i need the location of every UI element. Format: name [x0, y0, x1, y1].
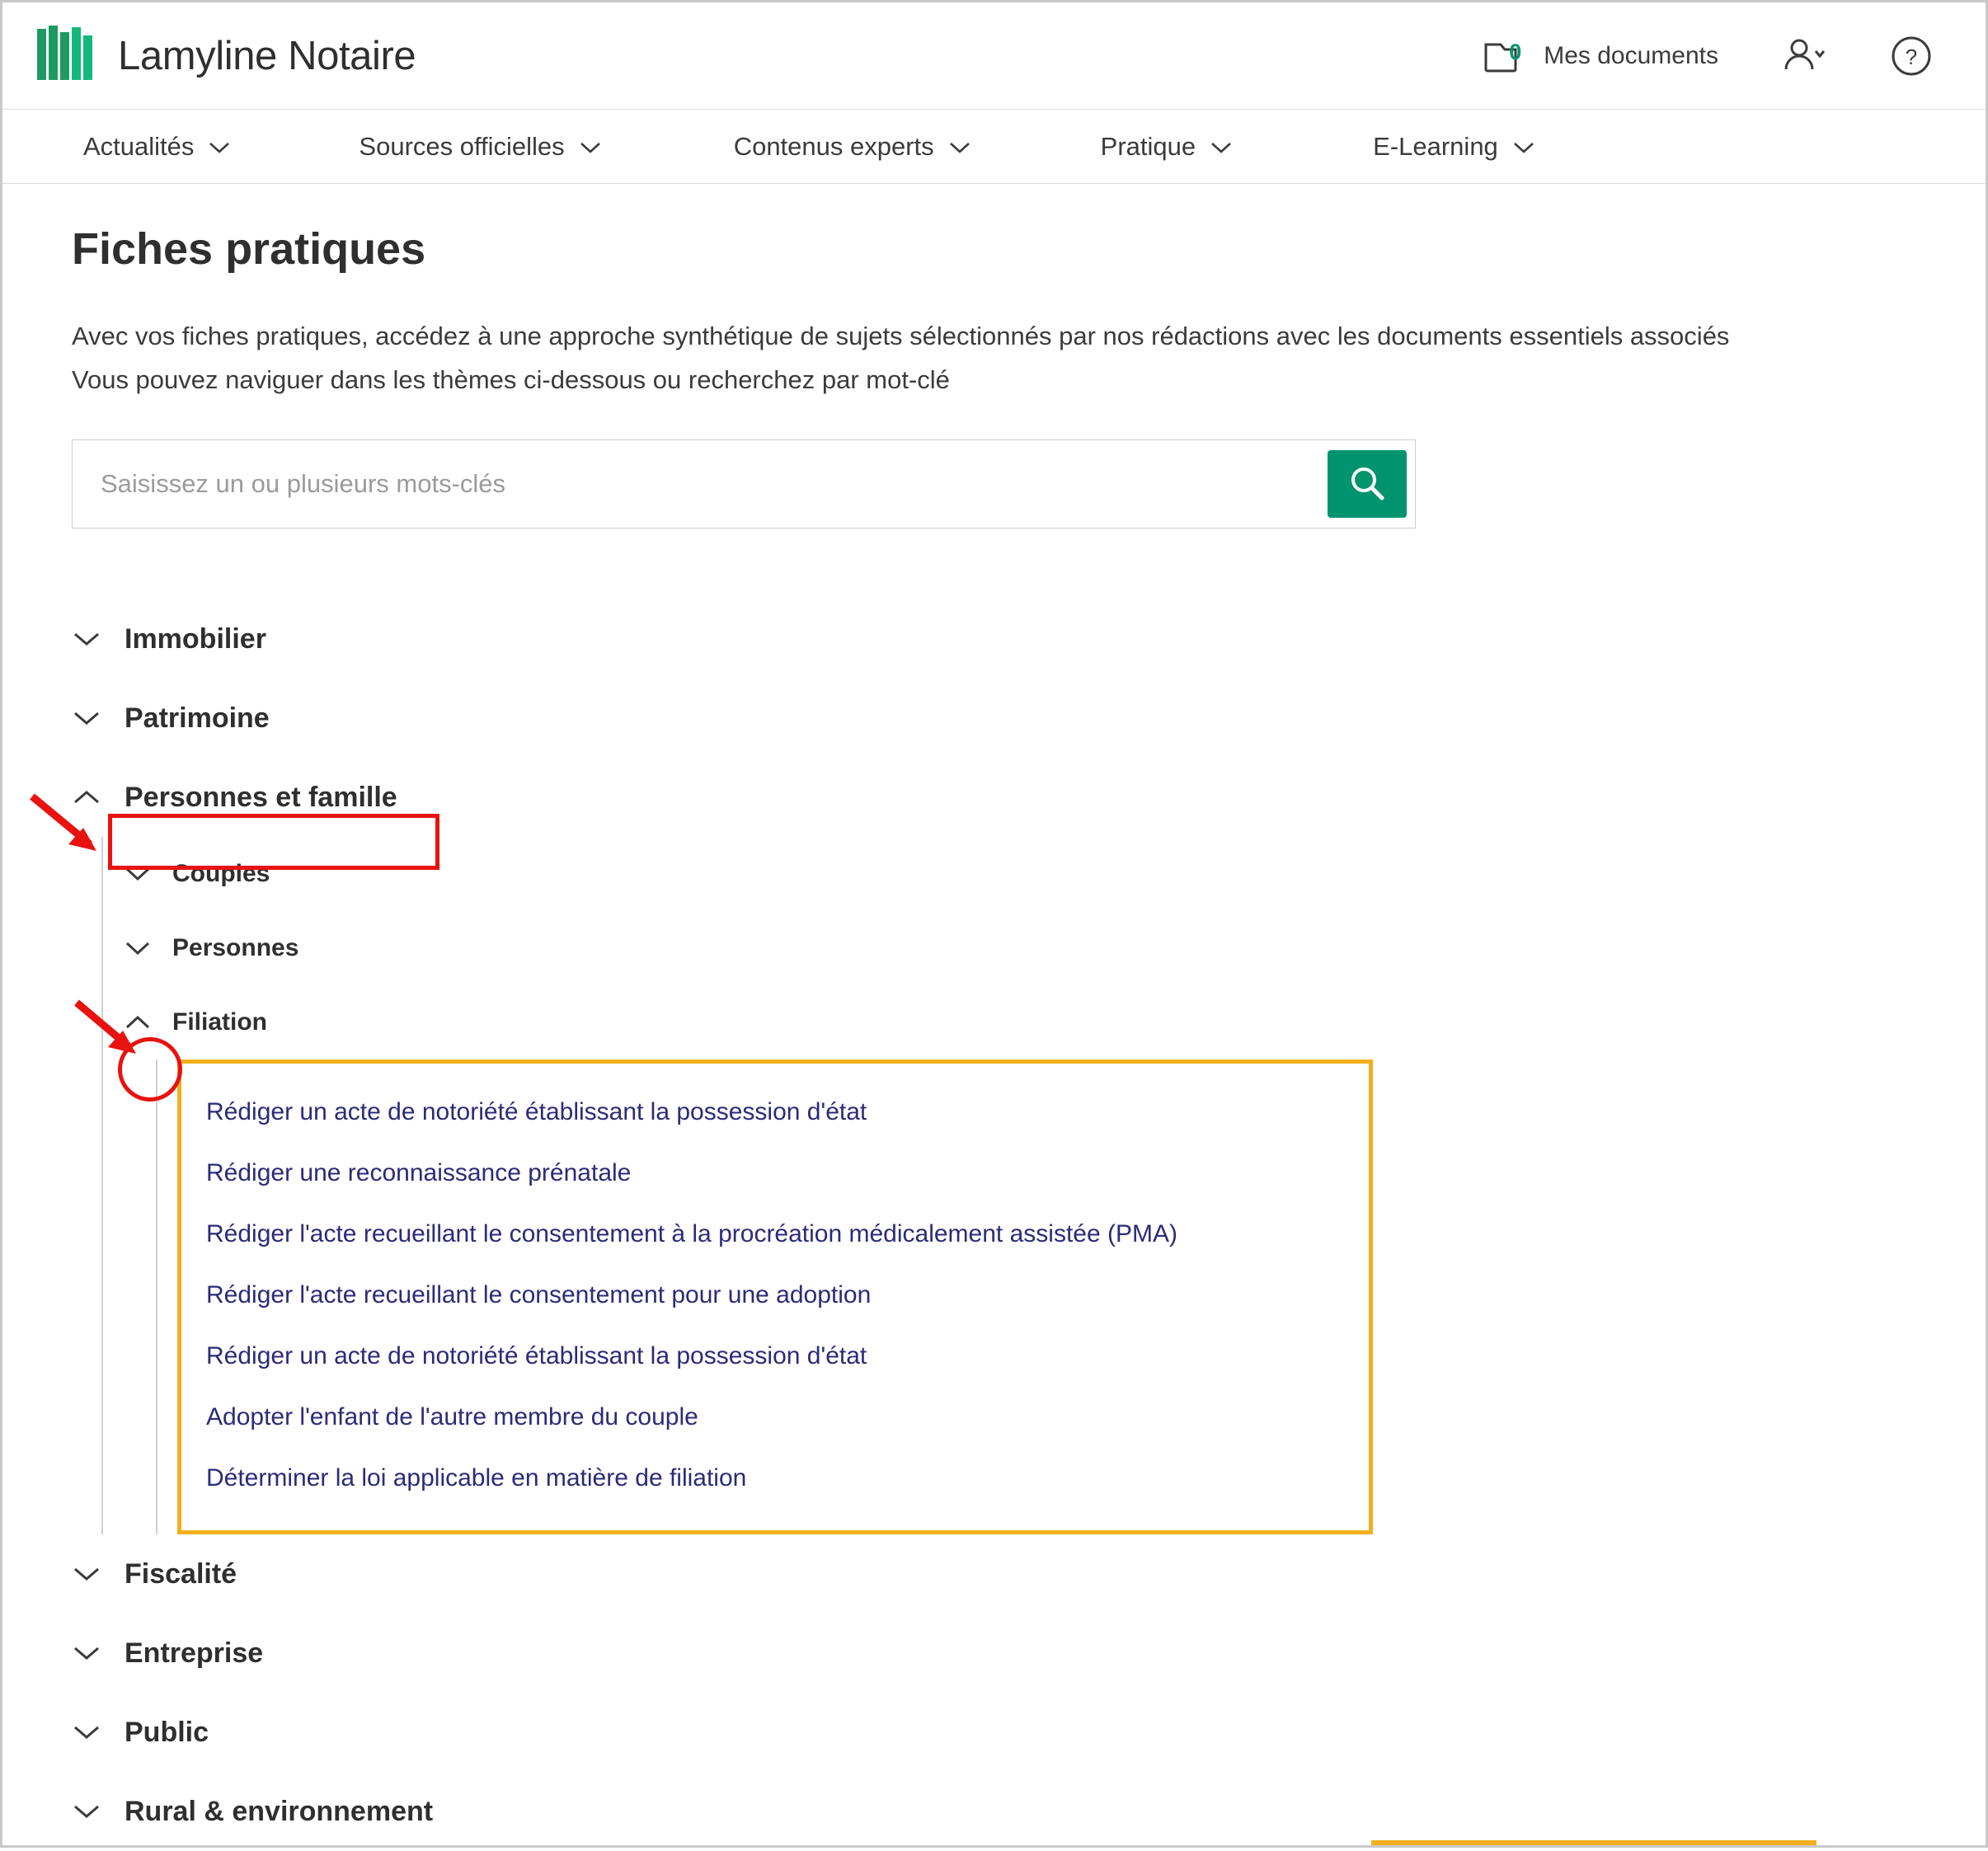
list-item[interactable]: Déterminer la loi applicable en matière de filiation [206, 1464, 747, 1492]
accordion-item-rural-environnement[interactable] [72, 1772, 1953, 1851]
brand[interactable] [35, 24, 416, 88]
svg-text:?: ? [1905, 44, 1918, 69]
my-documents-label: Mes documents [1544, 41, 1718, 69]
accordion-label: Patrimoine [125, 702, 270, 734]
search-input[interactable] [73, 440, 1328, 528]
header-actions [1484, 35, 1954, 78]
accordion-label: Filiation [172, 1008, 267, 1036]
chevron-down-icon [949, 142, 967, 152]
nav-item-label: E-Learning [1373, 131, 1498, 161]
chevron-down-icon [580, 142, 598, 152]
intro-paragraph: Avec vos fiches pratiques, accédez à une approche synthétique de sujets sélectionnés par nos rédactions avec les documents essentiels associés [72, 322, 1730, 350]
themes-accordion [72, 599, 1986, 1851]
accordion-label: Entreprise [125, 1637, 264, 1669]
chevron-down-icon [72, 1638, 101, 1668]
accordion-item-public[interactable] [72, 1693, 1953, 1772]
chevron-down-icon [72, 624, 101, 654]
accordion-label: Fiscalité [125, 1557, 237, 1590]
chevron-down-icon [72, 1797, 101, 1826]
folder-icon [1484, 38, 1530, 74]
chevron-down-icon [1210, 142, 1229, 152]
bottom-highlight-strip [1371, 1840, 1816, 1845]
help-circle-icon[interactable] [1890, 35, 1933, 78]
list-item[interactable]: Adopter l'enfant de l'autre membre du couple [206, 1403, 698, 1431]
chevron-down-icon [123, 859, 153, 889]
list-item[interactable]: Rédiger une reconnaissance prénatale [206, 1159, 632, 1187]
accordion-label: Public [125, 1716, 209, 1748]
accordion-label: Rural & environnement [125, 1795, 434, 1827]
accordion-item-immobilier[interactable] [72, 599, 1953, 679]
search-icon [1348, 464, 1386, 505]
nav-item-actualites[interactable] [83, 132, 227, 162]
lamyline-logo-icon [35, 24, 96, 88]
accordion-label: Personnes et famille [125, 781, 397, 813]
accordion-item-entreprise[interactable] [72, 1614, 1953, 1693]
accordion-item-filiation[interactable] [123, 985, 1953, 1059]
accordion-item-personnes[interactable] [123, 911, 1953, 985]
nav-item-label: Pratique [1100, 131, 1196, 161]
search-button[interactable] [1328, 450, 1407, 518]
accordion-item-personnes-et-famille[interactable] [72, 758, 1953, 837]
accordion-label: Personnes [172, 934, 299, 962]
accordion-item-fiscalite[interactable] [72, 1534, 1953, 1614]
list-item[interactable]: Rédiger un acte de notoriété établissant la possession d'état [206, 1098, 867, 1126]
list-item[interactable]: Rédiger un acte de notoriété établissant la possession d'état [206, 1342, 867, 1370]
my-documents-link[interactable] [1484, 38, 1718, 74]
chevron-down-icon [72, 703, 101, 733]
chevron-down-icon [209, 142, 227, 152]
nav-item-label: Sources officielles [359, 131, 565, 161]
filiation-links-container [156, 1059, 1953, 1534]
chevron-up-icon [72, 782, 101, 812]
nav-item-sources-officielles[interactable] [359, 132, 597, 162]
accordion-label: Couples [172, 860, 270, 888]
documents-count-badge: 0 [1509, 39, 1522, 64]
list-item[interactable]: Rédiger l'acte recueillant le consentement pour une adoption [206, 1281, 872, 1309]
chevron-down-icon [72, 1717, 101, 1747]
nav-item-label: Contenus experts [733, 131, 934, 161]
main-content [2, 184, 1986, 1851]
brand-name: Lamyline Notaire [118, 33, 416, 78]
page-title: Fiches pratiques [72, 224, 426, 274]
list-item[interactable]: Rédiger l'acte recueillant le consentement à la procréation médicalement assistée (PMA) [206, 1220, 1177, 1248]
nav-item-label: Actualités [83, 131, 195, 161]
chevron-down-icon [123, 933, 153, 963]
chevron-down-icon [1513, 142, 1531, 152]
site-header [2, 2, 1986, 110]
intro-paragraph-secondary: Vous pouvez naviguer dans les thèmes ci-dessous ou recherchez par mot-clé [72, 365, 950, 395]
nav-item-pratique[interactable] [1101, 132, 1229, 162]
accordion-item-patrimoine[interactable] [72, 679, 1953, 758]
user-account-icon[interactable] [1781, 35, 1827, 78]
nav-item-e-learning[interactable] [1373, 132, 1531, 162]
main-navigation [2, 110, 1986, 184]
chevron-up-icon [123, 1008, 153, 1037]
filiation-links-highlight [177, 1059, 1373, 1534]
chevron-down-icon [72, 1559, 101, 1589]
accordion-label: Immobilier [125, 622, 266, 655]
accordion-item-couples[interactable] [123, 837, 1953, 911]
nav-item-contenus-experts[interactable] [734, 132, 967, 162]
search-bar [72, 439, 1416, 529]
subcategory-list [101, 837, 1953, 1534]
